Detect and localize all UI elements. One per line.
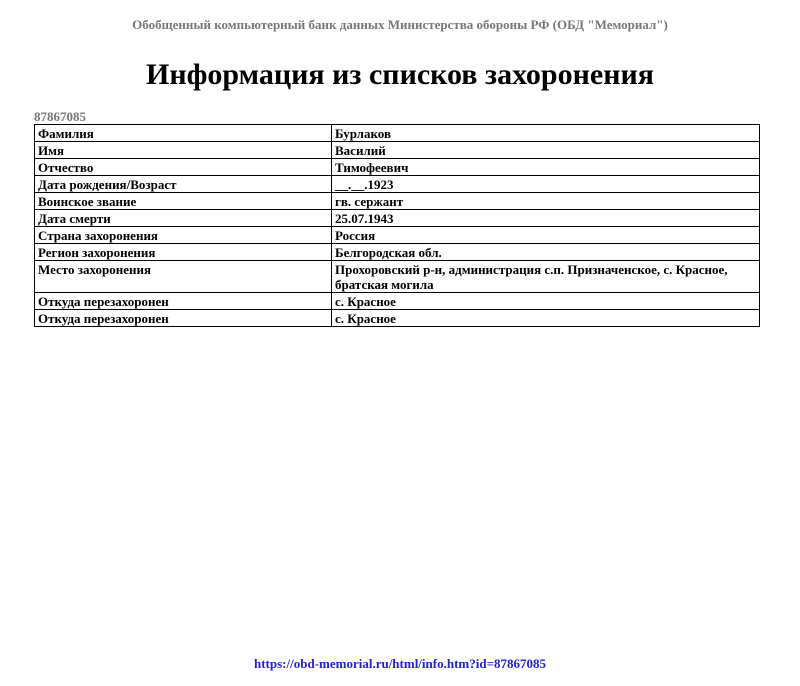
row-value: Василий — [332, 142, 760, 159]
table-row — [35, 244, 760, 261]
row-label: Имя — [35, 142, 332, 159]
row-label: Воинское звание — [35, 193, 332, 210]
footer — [0, 656, 800, 672]
table-row — [35, 293, 760, 310]
row-label: Регион захоронения — [35, 244, 332, 261]
row-label: Отчество — [35, 159, 332, 176]
source-header: Обобщенный компьютерный банк данных Министерства обороны РФ (ОБД "Мемориал") — [132, 17, 668, 32]
row-value: Белгородская обл. — [332, 244, 760, 261]
table-row — [35, 159, 760, 176]
row-label: Место захоронения — [35, 261, 332, 293]
row-value: с. Красное — [332, 293, 760, 310]
row-value: с. Красное — [332, 310, 760, 327]
table-row — [35, 227, 760, 244]
row-value: Бурлаков — [332, 125, 760, 142]
table-row — [35, 261, 760, 293]
row-value: гв. сержант — [332, 193, 760, 210]
row-label: Фамилия — [35, 125, 332, 142]
table-row — [35, 210, 760, 227]
record-link[interactable]: https://obd-memorial.ru/html/info.htm?id=87867085 — [254, 656, 546, 671]
row-label: Откуда перезахоронен — [35, 310, 332, 327]
row-value: Прохоровский р-н, администрация с.п. Призначенское, с. Красное, братская могила — [332, 261, 760, 293]
record-table — [34, 124, 760, 327]
table-row — [35, 125, 760, 142]
table-row — [35, 142, 760, 159]
row-label: Дата смерти — [35, 210, 332, 227]
page-title: Информация из списков захоронения — [145, 58, 655, 91]
row-label: Дата рождения/Возраст — [35, 176, 332, 193]
row-value: Россия — [332, 227, 760, 244]
table-row — [35, 176, 760, 193]
row-label: Откуда перезахоронен — [35, 293, 332, 310]
table-row — [35, 193, 760, 210]
row-value: 25.07.1943 — [332, 210, 760, 227]
row-label: Страна захоронения — [35, 227, 332, 244]
row-value: __.__.1923 — [332, 176, 760, 193]
table-row — [35, 310, 760, 327]
record-id: 87867085 — [34, 109, 86, 124]
row-value: Тимофеевич — [332, 159, 760, 176]
